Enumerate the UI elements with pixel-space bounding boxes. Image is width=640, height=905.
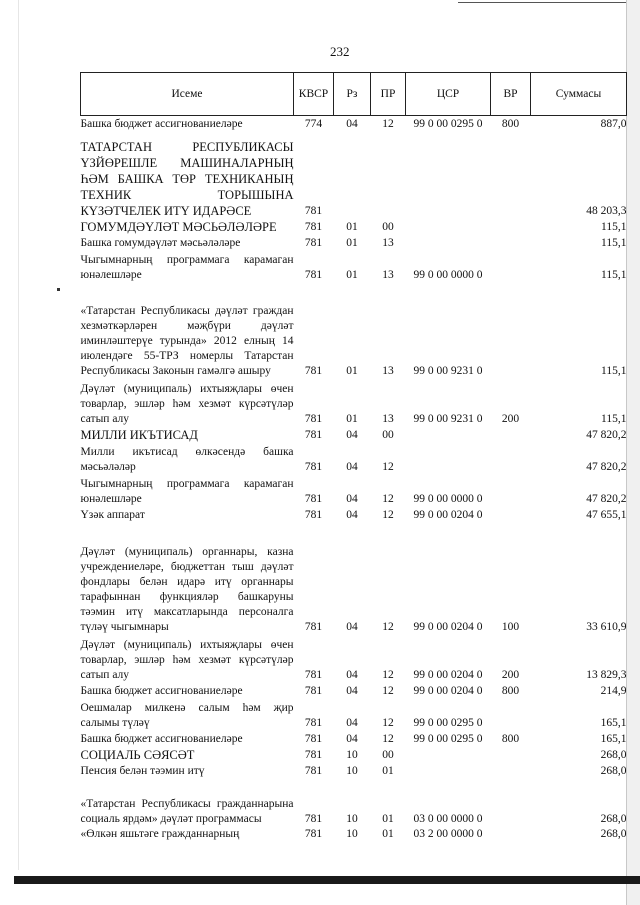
table-row	[81, 635, 627, 683]
page-number: 232	[330, 44, 350, 59]
row-kvsr: 781	[304, 220, 323, 233]
row-rz: 04	[346, 620, 358, 633]
row-rz: 04	[346, 732, 358, 745]
table-row	[81, 747, 627, 763]
row-kvsr: 781	[304, 732, 323, 745]
row-pr: 01	[382, 764, 394, 777]
row-vr	[491, 507, 531, 523]
row-vr	[491, 747, 531, 763]
row-kvsr: 781	[304, 827, 323, 840]
scan-bottom-bar	[14, 876, 640, 884]
row-pr: 12	[382, 117, 394, 130]
table-row	[81, 731, 627, 747]
row-sum: 268,0	[600, 764, 627, 777]
table-header-row	[81, 73, 627, 116]
table-row	[81, 507, 627, 523]
table-row	[81, 779, 627, 827]
row-csr: 99 0 00 9231 0	[413, 364, 483, 377]
header-kvsr: КВСР	[294, 73, 334, 116]
row-rz: 04	[346, 428, 358, 441]
table-row	[81, 427, 627, 443]
table-row	[81, 523, 627, 635]
row-name: МИЛЛИ ИКЪТИСАД	[80, 427, 198, 442]
row-vr	[491, 475, 531, 507]
row-name: Башка бюджет ассигнованиеләре	[80, 732, 243, 745]
row-kvsr: 781	[304, 508, 323, 521]
table-row	[81, 443, 627, 475]
row-kvsr: 781	[304, 620, 323, 633]
table-row	[81, 283, 627, 379]
row-pr: 01	[382, 827, 394, 840]
row-sum: 887,0	[600, 117, 627, 130]
table-row	[81, 235, 627, 251]
row-pr: 12	[382, 492, 394, 505]
table-row	[81, 116, 627, 132]
row-kvsr: 781	[304, 764, 323, 777]
row-rz: 04	[346, 668, 358, 681]
row-vr: 200	[501, 668, 520, 681]
row-rz: 01	[346, 412, 358, 425]
row-kvsr: 781	[304, 684, 323, 697]
row-pr: 01	[382, 812, 394, 825]
table-row	[81, 219, 627, 235]
row-csr	[406, 427, 491, 443]
top-rule	[458, 2, 640, 3]
row-csr: 99 0 00 0295 0	[413, 732, 483, 745]
row-name: Башка бюджет ассигнованиеләре	[80, 117, 243, 130]
row-sum: 214,9	[600, 684, 627, 697]
header-vr: ВР	[491, 73, 531, 116]
row-rz: 04	[346, 716, 358, 729]
row-name: Дәүләт (муниципаль) ихтыяҗлары өчен товарлар, эшләр һәм хезмәт күрсәтүләр сатып алу	[80, 382, 294, 425]
row-rz	[334, 132, 371, 219]
scan-left-edge	[18, 0, 19, 870]
row-sum: 165,1	[600, 716, 627, 729]
row-csr: 03 0 00 0000 0	[413, 812, 483, 825]
row-kvsr: 781	[304, 716, 323, 729]
row-pr: 12	[382, 460, 394, 473]
scan-speck	[57, 288, 60, 291]
row-vr: 100	[501, 620, 520, 633]
row-name: Оешмалар милкенә салым һәм җир салымы түләү	[80, 701, 294, 729]
row-name: «Өлкән яшьтәге гражданнарның	[80, 827, 240, 840]
row-name: Башка бюджет ассигнованиеләре	[80, 684, 243, 697]
row-csr: 99 0 00 0295 0	[413, 117, 483, 130]
row-name: ГОМУМДӘҮЛӘТ МӘСЬӘЛӘЛӘРЕ	[80, 219, 277, 234]
row-vr: 800	[501, 117, 520, 130]
row-vr	[491, 699, 531, 731]
header-name: Исеме	[81, 73, 294, 116]
row-csr: 99 0 00 0204 0	[413, 620, 483, 633]
row-pr: 12	[382, 620, 394, 633]
row-name: Чыгымнарның программага карамаган юнәлешләре	[80, 477, 294, 505]
row-csr	[406, 747, 491, 763]
row-kvsr: 781	[304, 812, 323, 825]
table-row	[81, 251, 627, 283]
row-csr: 99 0 00 0204 0	[413, 668, 483, 681]
row-kvsr: 781	[304, 268, 323, 281]
row-kvsr: 781	[304, 460, 323, 473]
table-row	[81, 379, 627, 427]
row-sum: 115,1	[601, 236, 627, 249]
row-sum: 268,0	[600, 827, 627, 840]
row-sum: 47 655,1	[586, 508, 627, 521]
row-kvsr: 774	[304, 117, 323, 130]
row-pr: 00	[382, 748, 394, 761]
row-pr: 00	[382, 428, 394, 441]
row-vr	[491, 283, 531, 379]
row-rz: 04	[346, 508, 358, 521]
row-rz: 04	[346, 117, 358, 130]
table-row	[81, 699, 627, 731]
row-name: «Татарстан Республикасы гражданнарына социаль ярдәм» дәүләт программасы	[80, 797, 294, 825]
row-csr: 99 0 00 9231 0	[413, 412, 483, 425]
row-name: Пенсия белән тәэмин итү	[80, 764, 205, 777]
row-csr	[406, 235, 491, 251]
row-vr	[491, 443, 531, 475]
row-csr: 03 2 00 0000 0	[413, 827, 483, 840]
row-kvsr: 781	[304, 236, 323, 249]
row-name: Үзәк аппарат	[80, 508, 145, 521]
row-sum: 115,1	[601, 364, 627, 377]
row-sum: 13 829,3	[586, 668, 627, 681]
table-body	[81, 116, 627, 845]
row-sum: 165,1	[600, 732, 627, 745]
row-csr	[406, 763, 491, 779]
row-kvsr: 781	[304, 668, 323, 681]
row-vr	[491, 251, 531, 283]
table-row	[81, 683, 627, 699]
row-name: Дәүләт (муниципаль) органнары, казна учреждениеләре, бюджеттан тыш дәүләт фондлары белән идарә итү органнары тарафыннан функцияләр башкаруны тәэмин итү максатларында персоналга түләү чыгымнары	[80, 545, 294, 633]
row-kvsr: 781	[304, 204, 323, 217]
row-rz: 04	[346, 684, 358, 697]
row-vr	[491, 763, 531, 779]
row-csr: 99 0 00 0204 0	[413, 684, 483, 697]
row-pr: 12	[382, 732, 394, 745]
row-csr: 99 0 00 0204 0	[413, 508, 483, 521]
table-row	[81, 475, 627, 507]
row-rz: 10	[346, 748, 358, 761]
row-name: Дәүләт (муниципаль) ихтыяҗлары өчен товарлар, эшләр һәм хезмәт күрсәтүләр сатып алу	[80, 638, 294, 681]
row-csr: 99 0 00 0000 0	[413, 492, 483, 505]
row-sum: 47 820,2	[586, 492, 627, 505]
row-rz: 10	[346, 764, 358, 777]
row-rz: 01	[346, 220, 358, 233]
row-name: ТАТАРСТАН РЕСПУБЛИКАСЫ ҮЗЙӨРЕШЛЕ МАШИНАЛАРНЫҢ ҺӘМ БАШКА ТӨР ТЕХНИКАНЫҢ ТЕХНИК ТОРЫШЫНА КҮЗӘТЧЕЛЕК ИТҮ ИДАРӘСЕ	[80, 139, 294, 218]
row-sum: 115,1	[601, 268, 627, 281]
row-rz: 01	[346, 364, 358, 377]
row-vr	[491, 219, 531, 235]
row-pr	[371, 132, 406, 219]
table-row	[81, 763, 627, 779]
row-sum: 268,0	[600, 748, 627, 761]
row-rz: 04	[346, 460, 358, 473]
row-csr	[406, 132, 491, 219]
row-kvsr: 781	[304, 364, 323, 377]
budget-table	[80, 72, 627, 845]
header-sum: Суммасы	[531, 73, 627, 116]
row-name: Чыгымнарның программага карамаган юнәлешләре	[80, 253, 294, 281]
table-row	[81, 132, 627, 219]
row-vr	[491, 427, 531, 443]
row-vr	[491, 779, 531, 827]
row-csr: 99 0 00 0295 0	[413, 716, 483, 729]
row-csr: 99 0 00 0000 0	[413, 268, 483, 281]
row-sum: 33 610,9	[586, 620, 627, 633]
row-pr: 13	[382, 268, 394, 281]
row-vr	[491, 132, 531, 219]
header-rz: Рз	[334, 73, 371, 116]
row-rz: 04	[346, 492, 358, 505]
scan-right-edge	[626, 0, 640, 905]
row-rz: 10	[346, 827, 358, 840]
row-name: СОЦИАЛЬ СӘЯСӘТ	[80, 747, 195, 762]
row-pr: 12	[382, 668, 394, 681]
row-sum: 268,0	[600, 812, 627, 825]
row-pr: 13	[382, 236, 394, 249]
row-pr: 13	[382, 412, 394, 425]
row-sum: 115,1	[601, 220, 627, 233]
row-sum: 47 820,2	[586, 428, 627, 441]
row-vr	[491, 235, 531, 251]
row-vr: 800	[501, 732, 520, 745]
row-vr	[491, 827, 531, 845]
row-pr: 12	[382, 508, 394, 521]
table-row	[81, 827, 627, 845]
row-sum: 48 203,3	[586, 204, 627, 217]
row-pr: 13	[382, 364, 394, 377]
row-kvsr: 781	[304, 428, 323, 441]
header-csr: ЦСР	[406, 73, 491, 116]
row-rz: 01	[346, 236, 358, 249]
row-name: «Татарстан Республикасы дәүләт граждан хезмәткәрләрен мәҗбүри дәүләт иминләштерүе турында» 2012 елның 14 июлендәге 55-ТРЗ номерлы Татарстан Республикасы Законын гамәлгә ашыру	[80, 304, 294, 377]
row-pr: 12	[382, 684, 394, 697]
row-vr: 800	[501, 684, 520, 697]
row-csr	[406, 443, 491, 475]
row-rz: 10	[346, 812, 358, 825]
row-kvsr: 781	[304, 412, 323, 425]
row-kvsr: 781	[304, 492, 323, 505]
row-vr: 200	[501, 412, 520, 425]
header-pr: ПР	[371, 73, 406, 116]
row-name: Башка гомумдәүләт мәсьәләләре	[80, 236, 241, 249]
row-pr: 00	[382, 220, 394, 233]
row-pr: 12	[382, 716, 394, 729]
row-sum: 115,1	[601, 412, 627, 425]
row-sum: 47 820,2	[586, 460, 627, 473]
row-rz: 01	[346, 268, 358, 281]
row-csr	[406, 219, 491, 235]
row-kvsr: 781	[304, 748, 323, 761]
row-name: Милли икътисад өлкәсендә башка мәсьәләләр	[80, 445, 294, 473]
